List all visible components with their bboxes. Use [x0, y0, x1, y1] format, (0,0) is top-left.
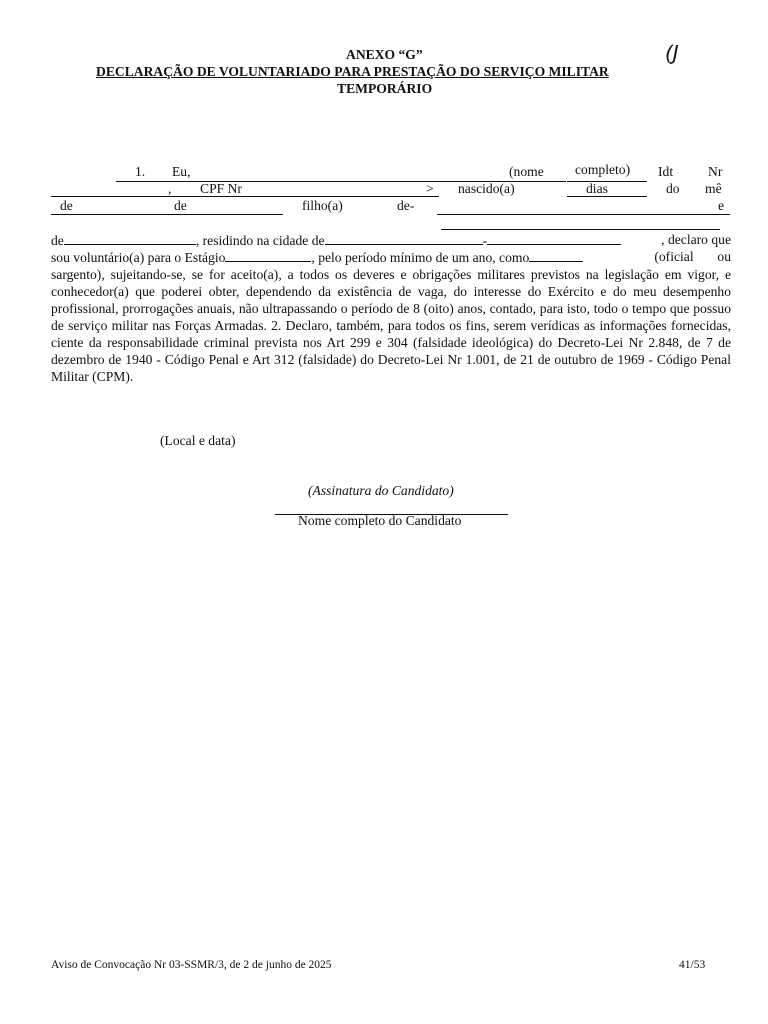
- document-title: DECLARAÇÃO DE VOLUNTARIADO PARA PRESTAÇÃO DO SERVIÇO MILITAR: [96, 64, 609, 79]
- item-number: 1.: [135, 164, 146, 179]
- label-nome: (nome: [509, 164, 544, 179]
- blank-cidade: [325, 232, 483, 245]
- blank-uf: [487, 232, 621, 245]
- corner-mark: (J: [665, 41, 679, 65]
- label-dias: dias: [586, 181, 608, 196]
- label-de-3: de-: [397, 198, 415, 213]
- blank-posto: [529, 249, 583, 262]
- label-idt: Idt: [658, 164, 674, 179]
- field-line-row4: [441, 229, 720, 230]
- blank-estagio: [225, 249, 311, 262]
- field-line-row3-left: [51, 214, 283, 215]
- body-line1-residindo: , residindo na cidade de: [195, 233, 325, 248]
- page-number: 41/53: [679, 959, 706, 971]
- field-line-row2-left: [51, 196, 439, 197]
- declaration-paragraph: sargento), sujeitando-se, se for aceito(a), a todos os deveres e obrigações militares previstos na legislação em vigor, e conhecedor(a) que poderei obter, dependendo da existência de vaga, do interesse do Exército e do meu desempenho profissional, prorrogações anuais, não ultrapassando o período de 8 (oito) anos, contado, para isto, todo o tempo que possuo de serviço militar nas Forças Armadas. 2. Declaro, também, para todos os fins, serem verídicas as informações fornecidas, ciente da responsabilidade criminal prevista nos Art 299 e 304 (falsidade ideológica) do Decreto-Lei Nr 2.848, de 7 de dezembro de 1940 - Código Penal e Art 312 (falsidade) do Decreto-Lei Nr 1.001, de 21 de outubro de 1969 - Código Penal Militar (CPM).: [51, 267, 731, 384]
- blank-line1-a: [64, 232, 196, 245]
- label-comma: ,: [168, 181, 172, 196]
- label-mes: mê: [705, 181, 722, 196]
- annex-label: ANEXO “G”: [346, 47, 423, 62]
- label-gt: >: [426, 181, 434, 196]
- label-eu: Eu,: [172, 164, 191, 179]
- signature-label: (Assinatura do Candidato): [308, 483, 454, 498]
- field-line-row3-right: [437, 214, 730, 215]
- body-line-2: [51, 249, 731, 266]
- label-nr: Nr: [708, 164, 723, 179]
- document-title-line2: TEMPORÁRIO: [337, 81, 433, 96]
- body-line2-periodo: , pelo período mínimo de um ano, como: [311, 250, 530, 265]
- body-line1-declaro: , declaro que: [661, 232, 731, 247]
- label-e: e: [718, 198, 725, 213]
- body-line-1: [51, 232, 731, 249]
- footer-reference: Aviso de Convocação Nr 03-SSMR/3, de 2 de junho de 2025: [51, 959, 332, 971]
- candidate-name-label: Nome completo do Candidato: [298, 513, 462, 528]
- label-filho: filho(a): [302, 198, 343, 213]
- label-do: do: [666, 181, 680, 196]
- label-completo: completo): [575, 162, 631, 177]
- body-line1-dash: -: [482, 233, 488, 248]
- body-line2-oficial: (oficial ou: [654, 249, 731, 264]
- body-line2-voluntario: sou voluntário(a) para o Estágio: [51, 250, 226, 265]
- label-de-2: de: [174, 198, 187, 213]
- body-line1-de: de: [51, 233, 64, 248]
- label-de-1: de: [60, 198, 73, 213]
- label-nascido: nascido(a): [458, 181, 515, 196]
- local-data-label: (Local e data): [160, 433, 236, 448]
- label-cpf: CPF Nr: [200, 181, 242, 196]
